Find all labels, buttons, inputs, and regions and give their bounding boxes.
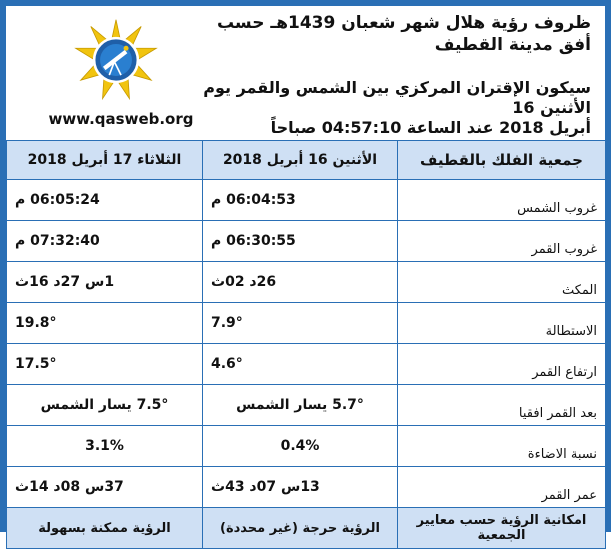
table-row — [7, 385, 606, 426]
monday-value: 4.6° — [203, 344, 398, 385]
row-label: غروب الشمس — [398, 180, 606, 221]
monday-value: 26د 02ث — [203, 262, 398, 303]
table-row — [7, 262, 606, 303]
telescope-star-icon — [74, 18, 158, 102]
tuesday-value: 1س 27د 16ث — [7, 262, 203, 303]
page-title: ظروف رؤية هلال شهر شعبان 1439هـ حسب أفق مدينة القطيف — [216, 13, 591, 55]
tuesday-value: 19.8° — [7, 303, 203, 344]
monday-value: 06:30:55 م — [203, 221, 398, 262]
row-label: المكث — [398, 262, 606, 303]
table-row — [7, 467, 606, 508]
website-link[interactable]: www.qasweb.org — [48, 110, 194, 128]
monday-value: 5.7° يسار الشمس — [203, 385, 398, 426]
conjunction-note — [201, 78, 591, 138]
moon-sighting-table — [6, 140, 606, 549]
tuesday-value: 07:32:40 م — [7, 221, 203, 262]
tuesday-value: 17.5° — [7, 344, 203, 385]
row-label: غروب القمر — [398, 221, 606, 262]
row-label: الاستطالة — [398, 303, 606, 344]
column-header-society: جمعية الفلك بالقطيف — [398, 141, 606, 180]
monday-visibility: الرؤية حرجة (غير محددة) — [203, 508, 398, 549]
column-header-monday: الأثنين 16 أبريل 2018 — [203, 141, 398, 180]
tuesday-value: 3.1% — [7, 426, 203, 467]
tuesday-value: 37س 08د 14ث — [7, 467, 203, 508]
tuesday-value: 06:05:24 م — [7, 180, 203, 221]
row-label: ارتفاع القمر — [398, 344, 606, 385]
row-label: نسبة الاضاءة — [398, 426, 606, 467]
table-footer-row — [7, 508, 606, 549]
table-row — [7, 303, 606, 344]
table-row — [7, 180, 606, 221]
column-header-tuesday: الثلاثاء 17 أبريل 2018 — [7, 141, 203, 180]
monday-value: 13س 07د 43ث — [203, 467, 398, 508]
table-row — [7, 221, 606, 262]
table-row — [7, 344, 606, 385]
monday-value: 0.4% — [203, 426, 398, 467]
conjunction-note-line1: سيكون الإقتران المركزي بين الشمس والقمر يوم الأثنين 16 — [203, 78, 591, 117]
row-label: عمر القمر — [398, 467, 606, 508]
header — [6, 6, 605, 140]
visibility-criteria-label: امكانية الرؤية حسب معايير الجمعية — [398, 508, 606, 549]
tuesday-visibility: الرؤية ممكنة بسهولة — [7, 508, 203, 549]
monday-value: 7.9° — [203, 303, 398, 344]
tuesday-value: 7.5° يسار الشمس — [7, 385, 203, 426]
table-header-row — [7, 141, 606, 180]
monday-value: 06:04:53 م — [203, 180, 398, 221]
row-label: بعد القمر افقيا — [398, 385, 606, 426]
table-row — [7, 426, 606, 467]
conjunction-note-line2: أبريل 2018 عند الساعة 04:57:10 صباحاً — [270, 118, 591, 137]
